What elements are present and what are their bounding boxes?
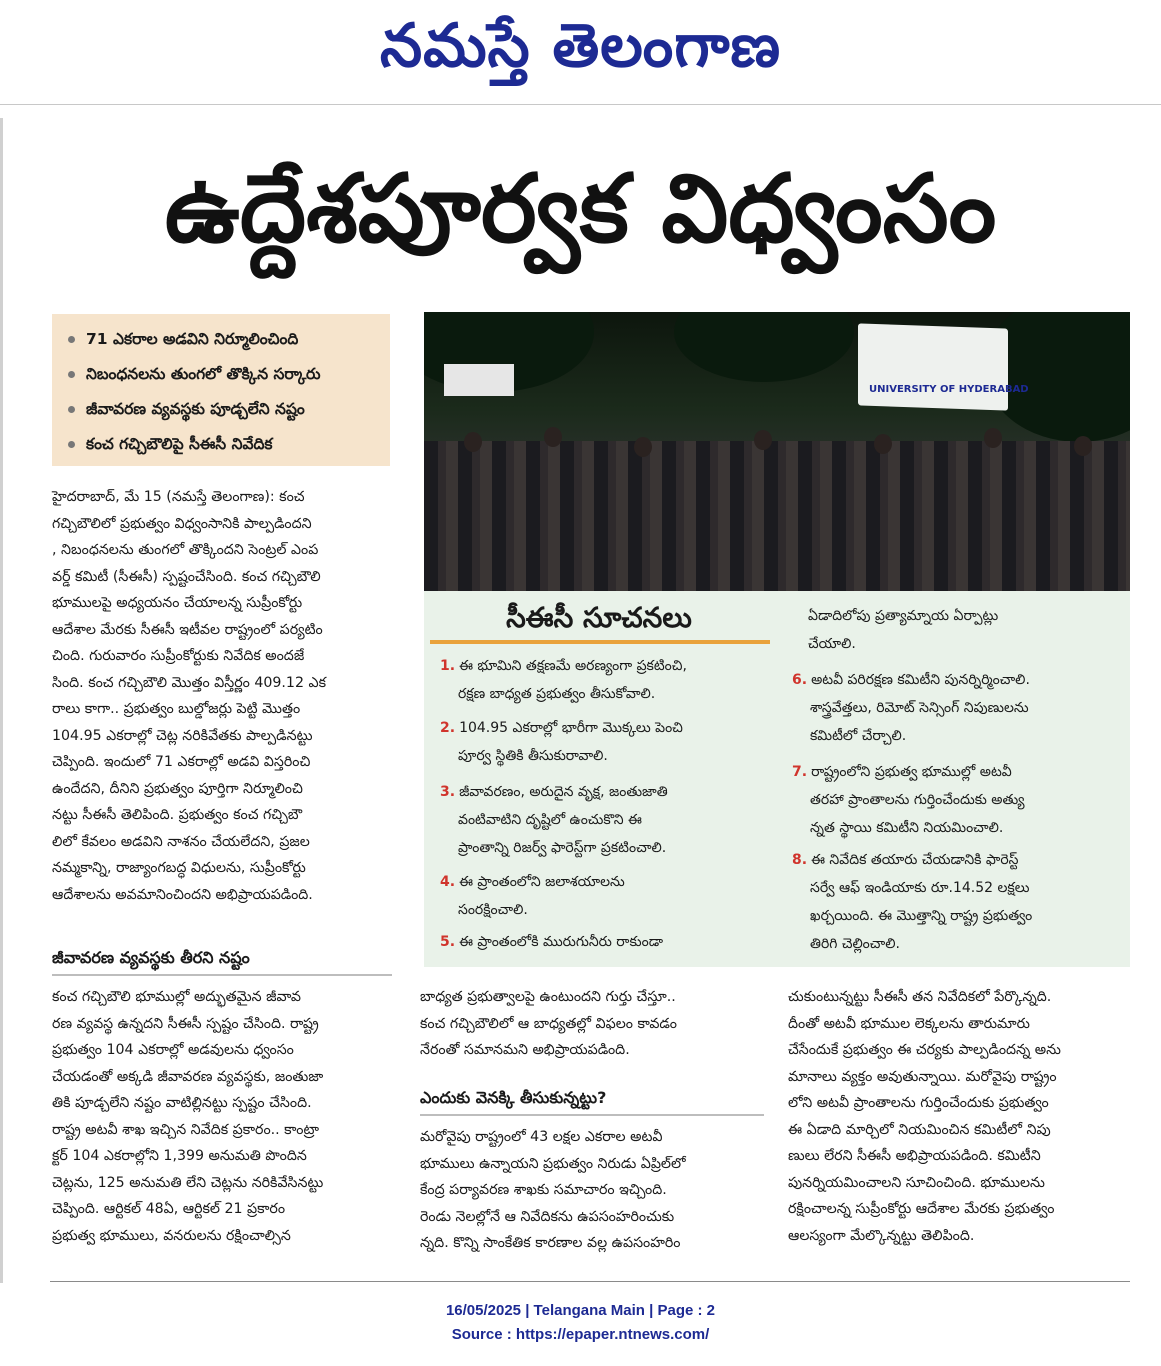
subheading-ecosystem: జీవావరణ వ్యవస్థకు తీరని నష్టం xyxy=(52,948,250,967)
article-line: నట్టు సీఈసీ తెలిపింది. ప్రభుత్వం కంచ గచ్చిబౌ xyxy=(52,807,303,823)
article-line: హైదరాబాద్, మే 15 (నమస్తే తెలంగాణ): కంచ xyxy=(52,489,305,505)
photo-figure xyxy=(464,432,482,452)
article-line: చెప్పింది. ఇందులో 71 ఎకరాల్లో అడవి విస్తరించి xyxy=(52,754,311,770)
photo-crowd xyxy=(424,441,1130,591)
masthead xyxy=(0,0,1161,105)
subheading-rule xyxy=(52,974,392,976)
article-line: నేరంతో సమానమని అభిప్రాయపడింది. xyxy=(420,1042,630,1058)
article-line: తికి పూడ్చలేని నష్టం వాటిల్లినట్టు స్పష్టం చేసింది. xyxy=(52,1095,312,1111)
photo-banner xyxy=(444,364,514,396)
footer-rule xyxy=(50,1281,1130,1282)
article-line: రాష్ట్ర అటవీ శాఖ ఇచ్చిన నివేదిక ప్రకారం.. కాంట్రా xyxy=(52,1121,320,1138)
recommendation-number: 1. xyxy=(440,658,456,674)
photo-figure xyxy=(1074,436,1092,456)
recommendation-text: తిరిగి చెల్లించాలి. xyxy=(810,936,900,952)
headline: ఉద్దేశపూర్వక విధ్వంసం xyxy=(164,155,997,264)
article-line: కేంద్ర పర్యావరణ శాఖకు సమాచారం ఇచ్చింది. xyxy=(420,1182,667,1198)
photo-figure xyxy=(754,430,772,450)
recommendation-number: 6. xyxy=(792,672,808,688)
footer-source: Source : https://epaper.ntnews.com/ xyxy=(451,1326,710,1343)
highlight-item: నిబంధనలను తుంగలో తొక్కిన సర్కారు xyxy=(68,357,390,392)
recommendation-text: 104.95 ఎకరాల్లో భారీగా మొక్కలు పెంచి xyxy=(459,720,683,736)
article-line: వర్డ్ కమిటీ (సీఈసీ) స్పష్టంచేసింది. కంచ గచ్చిబౌలి xyxy=(52,568,321,585)
recommendation-text: శాస్త్రవేత్తలు, రిమోట్ సెన్సింగ్ నిపుణులను xyxy=(810,700,1029,716)
article-line: ఆలస్యంగా మేల్కొన్నట్టు తెలిపింది. xyxy=(788,1227,975,1244)
article-line: ఈ ఏడాది మార్చిలో నియమించిన కమిటీలో నిపు xyxy=(788,1121,1051,1138)
recommendation-text: వంటివాటిని దృష్టిలో ఉంచుకొని ఈ xyxy=(458,812,642,828)
recommendation-text: ఈ ప్రాంతంలోని జలాశయాలను xyxy=(459,874,625,890)
article-column-2b xyxy=(420,1124,764,1257)
article-line: నమ్మకాన్ని, రాజ్యాంగబద్ధ విధులను, సుప్రీంకోర్టు xyxy=(52,860,306,876)
article-line: రక్షించాలన్న సుప్రీంకోర్టు ఆదేశాల మేరకు ప్రభుత్వం xyxy=(788,1201,1055,1217)
article-line: చెట్లను, 125 అనుమతి లేని చెట్లను నరికివేసినట్టు xyxy=(52,1174,324,1191)
recommendation-text: ప్రాంతాన్ని రిజర్వ్ ఫారెస్ట్‌గా ప్రకటించాలి. xyxy=(458,840,667,856)
recommendation-item xyxy=(792,666,1122,750)
university-sign-text: UNIVERSITY OF HYDERABAD xyxy=(869,384,1029,395)
article-line: కంచ గచ్చిబౌలిలో ఆ బాధ్యతల్లో విఫలం కావడం xyxy=(420,1015,677,1032)
highlights-box xyxy=(52,314,390,466)
recommendation-item xyxy=(440,868,780,924)
recommendations-title: సీఈసీ సూచనలు xyxy=(506,601,692,634)
article-line: గచ్చిబౌలిలో ప్రభుత్వం విధ్వంసానికి పాల్పడిందని xyxy=(52,515,312,532)
recommendation-text: సంరక్షించాలి. xyxy=(458,902,528,918)
photo-figure xyxy=(544,427,562,447)
recommendation-text: జీవావరణం, అరుదైన వృక్ష, జంతుజాతి xyxy=(459,784,668,800)
recommendation-item xyxy=(792,758,1122,842)
photo-figure xyxy=(634,437,652,457)
article-line: లోని అటవీ ప్రాంతాలను గుర్తించేందుకు ప్రభుత్వం xyxy=(788,1095,1049,1111)
article-line: రెండు నెలల్లోనే ఆ నివేదికను ఉపసంహరించుకు xyxy=(420,1208,675,1225)
page-left-rule xyxy=(0,118,3,1283)
article-column-1 xyxy=(52,484,392,908)
article-line: భూములపై అధ్యయనం చేయాలన్న సుప్రీంకోర్టు xyxy=(52,595,303,611)
recommendation-number: 8. xyxy=(792,852,808,868)
university-sign xyxy=(858,323,1008,410)
newspaper-logo: నమస్తే తెలంగాణ xyxy=(379,11,782,81)
highlight-item: 71 ఎకరాల అడవిని నిర్మూలించింది xyxy=(68,322,390,357)
article-line: రాలు కాగా.. ప్రభుత్వం బుల్డోజర్లు పెట్టి మొత్తం xyxy=(52,701,301,717)
article-line: ప్రభుత్వం 104 ఎకరాల్లో అడవులను ధ్వంసం xyxy=(52,1042,294,1058)
recommendation-item xyxy=(440,928,780,956)
article-line: లిలో కేవలం అడవిని నాశనం చేయలేదని, ప్రజల xyxy=(52,833,310,850)
recommendation-item xyxy=(440,714,780,770)
recommendation-continuation xyxy=(808,602,1118,658)
recommendation-text: కమిటీలో చేర్చాలి. xyxy=(810,728,907,744)
article-line: దీంతో అటవీ భూముల లెక్కలను తారుమారు xyxy=(788,1015,1030,1032)
article-line: చింది. గురువారం సుప్రీంకోర్టుకు నివేదిక అందజే xyxy=(52,648,305,664)
photo-tree xyxy=(674,312,854,382)
article-line: చుకుంటున్నట్టు సీఈసీ తన నివేదికలో పేర్కొన్నది. xyxy=(788,989,1052,1005)
recommendation-text: పూర్వ స్థితికి తీసుకురావాలి. xyxy=(458,748,608,764)
recommendation-text: ఈ ప్రాంతంలోకి మురుగునీరు రాకుండా xyxy=(459,934,664,950)
article-line: , నిబంధనలను తుంగలో తొక్కిందని సెంట్రల్ ఎంప xyxy=(52,542,319,558)
article-line: రణ వ్యవస్థ ఉన్నదని సీఈసీ స్పష్టం చేసింది. రాష్ట్ర xyxy=(52,1015,319,1032)
article-column-2 xyxy=(420,984,764,1064)
recommendation-text: సర్వే ఆఫ్ ఇండియాకు రూ.14.52 లక్షలు xyxy=(810,880,1030,896)
recommendation-text: అటవీ పరిరక్షణ కమిటీని పునర్నిర్మించాలి. xyxy=(811,672,1030,688)
protest-photo xyxy=(424,312,1130,591)
article-line: చేయడంతో అక్కడి జీవావరణ వ్యవస్థకు, జంతుజా xyxy=(52,1068,324,1085)
recommendation-number: 4. xyxy=(440,874,456,890)
recommendation-number: 2. xyxy=(440,720,456,736)
highlight-item: జీవావరణ వ్యవస్థకు పూడ్చలేని నష్టం xyxy=(68,392,390,427)
recommendation-text: ఖర్చయింది. ఈ మొత్తాన్ని రాష్ట్ర ప్రభుత్వం xyxy=(810,908,1033,924)
article-line: 104.95 ఎకరాల్లో చెట్ల నరికివేతకు పాల్పడినట్టు xyxy=(52,727,313,744)
photo-figure xyxy=(874,434,892,454)
article-line: న్నది. కొన్ని సాంకేతిక కారణాల వల్ల ఉపసంహరిం xyxy=(420,1235,681,1251)
subheading-why-withdrawn: ఎందుకు వెనక్కి తీసుకున్నట్టు? xyxy=(420,1088,607,1107)
article-line: బాధ్యత ప్రభుత్వాలపై ఉంటుందని గుర్తు చేస్తూ.. xyxy=(420,989,676,1005)
recommendation-number: 5. xyxy=(440,934,456,950)
recommendation-number: 7. xyxy=(792,764,808,780)
footer-date-edition: 16/05/2025 | Telangana Main | Page : 2 xyxy=(445,1302,716,1319)
recommendation-item xyxy=(440,652,780,708)
recommendation-text: ఏడాదిలోపు ప్రత్యామ్నాయ ఏర్పాట్లు xyxy=(808,608,999,624)
article-line: మరోవైపు రాష్ట్రంలో 43 లక్షల ఎకరాల అటవీ xyxy=(420,1129,663,1145)
recommendation-text: తరహా ప్రాంతాలను గుర్తించేందుకు అత్యు xyxy=(810,792,1025,808)
photo-figure xyxy=(984,428,1002,448)
recommendation-text: ఈ భూమిని తక్షణమే అరణ్యంగా ప్రకటించి, xyxy=(459,658,687,674)
recommendation-item xyxy=(792,846,1122,958)
article-line: ఆదేశాల మేరకు సీఈసీ ఇటీవల రాష్ట్రంలో పర్యటిం xyxy=(52,621,323,638)
recommendation-text: చేయాలి. xyxy=(808,636,856,652)
recommendation-text: రక్షణ బాధ్యత ప్రభుత్వం తీసుకోవాలి. xyxy=(458,686,656,702)
article-line: చేసేందుకే ప్రభుత్వం ఈ చర్యకు పాల్పడిందన్న అను xyxy=(788,1042,1061,1058)
article-line: ణులు లేరని సీఈసీ అభిప్రాయపడింది. కమిటీని xyxy=(788,1148,1041,1164)
article-line: క్టర్ 104 ఎకరాల్లోని 1,399 అనుమతి పొందిన xyxy=(52,1148,307,1164)
recommendation-number: 3. xyxy=(440,784,456,800)
article-line: కంచ గచ్చిబౌలి భూముల్లో అద్భుతమైన జీవావ xyxy=(52,989,301,1005)
recommendations-title-rule xyxy=(430,640,770,644)
article-line: పునర్నియమించాలని సూచించింది. భూములను xyxy=(788,1174,1045,1191)
article-column-1b xyxy=(52,984,392,1249)
article-column-3 xyxy=(788,984,1130,1249)
recommendation-text: న్నత స్థాయి కమిటీని నియమించాలి. xyxy=(810,820,1004,836)
subheading-rule xyxy=(420,1114,764,1116)
recommendation-text: ఈ నివేదిక తయారు చేయడానికి ఫారెస్ట్ xyxy=(811,852,1019,868)
highlights-list xyxy=(52,322,390,462)
article-line: ఆదేశాలను అవమానించిందని అభిప్రాయపడింది. xyxy=(52,886,313,903)
recommendation-item xyxy=(440,778,780,862)
article-line: మానాలు వ్యక్తం అవుతున్నాయి. మరోవైపు రాష్ట్రం xyxy=(788,1068,1057,1085)
article-line: ప్రభుత్వ భూములు, వనరులను రక్షించాల్సిన xyxy=(52,1227,291,1244)
article-line: చెప్పింది. ఆర్టికల్ 48ఏ, ఆర్టికల్ 21 ప్రకారం xyxy=(52,1201,286,1217)
article-line: భూములు ఉన్నాయని ప్రభుత్వం నిరుడు ఏప్రిల్‌లో xyxy=(420,1155,686,1172)
highlight-item: కంచ గచ్చిబౌలిపై సీఈసీ నివేదిక xyxy=(68,427,390,462)
recommendation-text: రాష్ట్రంలోని ప్రభుత్వ భూముల్లో అటవీ xyxy=(811,764,1012,780)
article-line: ఉందేదని, దీనిని ప్రభుత్వం పూర్తిగా నిర్మూలించి xyxy=(52,780,303,797)
article-line: సింది. కంచ గచ్చిబౌలి మొత్తం విస్తీర్ణం 409.12 ఎక xyxy=(52,674,326,691)
